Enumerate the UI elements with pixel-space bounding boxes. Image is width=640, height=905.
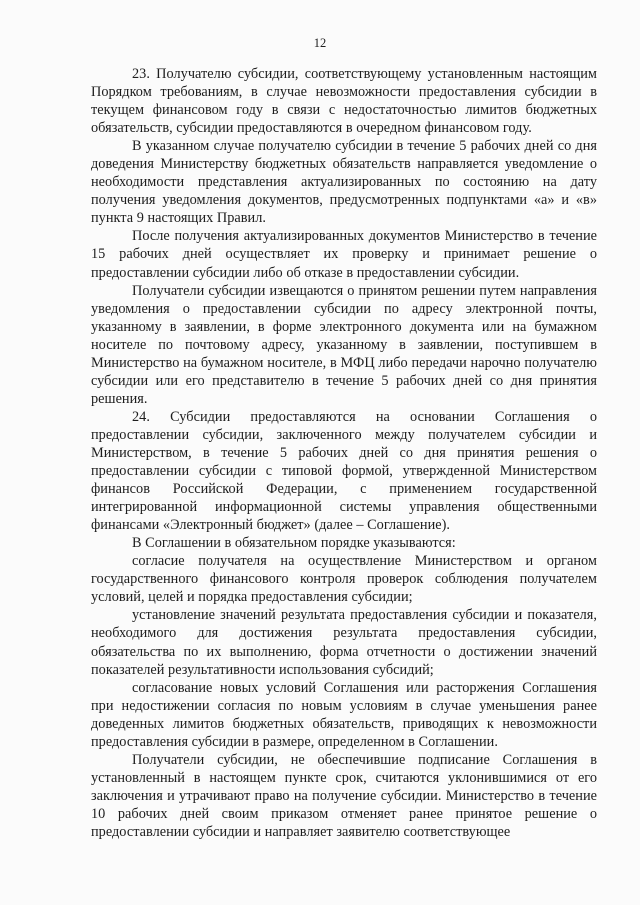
paragraph-evasion: Получатели субсидии, не обеспечившие подписание Соглашения в установленный в настоящем пункте срок, считаются уклонившимися от его заключения и утрачивают право на получение субсидии. Министерство в течение 10 рабочих дней своим приказом отменяет ранее принятое решение о предоставлении субсидии и направляет заявителю соответствующее xyxy=(91,751,597,840)
paragraph-result-values: установление значений результата предоставления субсидии и показателя, необходимого для достижения результата предоставления субсидии, обязательства по их выполнению, форма отчетности о достижении значений показателей результативности использования субсидий; xyxy=(91,607,597,678)
document-body xyxy=(91,65,597,841)
paragraph-new-conditions: согласование новых условий Соглашения или расторжения Соглашения при недостижении согласия по новым условиям в случае уменьшения ранее доведенных лимитов бюджетных обязательств, приводящих к невозможности предоставления субсидии в размере, определенном в Соглашении. xyxy=(91,679,597,750)
paragraph-consent-inspections: согласие получателя на осуществление Министерством и органом государственного финансового контроля проверок соблюдения получателем условий, целей и порядка предоставления субсидии; xyxy=(91,553,597,606)
paragraph-notification-update: В указанном случае получателю субсидии в течение 5 рабочих дней со дня доведения Министерству бюджетных обязательств направляется уведомление о необходимости представления актуализированных по состоянию на дату получения уведомления документов, предусмотренных подпунктами «а» и «в» пункта 9 настоящих Правил. xyxy=(91,138,597,227)
paragraph-clause-24: 24. Субсидии предоставляются на основании Соглашения о предоставлении субсидии, заключенного между получателем субсидии и Министерством, в течение 5 рабочих дней со дня принятия решения о предоставлении субсидии с типовой формой, утвержденной Министерством финансов Российской Федерации, с применением государственной интегрированной информационной системы управления общественными финансами «Электронный бюджет» (далее – Соглашение). xyxy=(91,408,597,534)
paragraph-agreement-contents-intro: В Соглашении в обязательном порядке указываются: xyxy=(132,535,456,552)
paragraph-recipient-notification: Получатели субсидии извещаются о принятом решении путем направления уведомления о предоставлении субсидии по адресу электронной почты, указанному в заявлении, в форме электронного документа или на бумажном носителе по почтовому адресу, указанному в заявлении, поступившем в Министерство на бумажном носителе, в МФЦ либо передачи нарочно получателю субсидии или его представителю в течение 5 рабочих дней со дня принятия решения. xyxy=(91,282,597,407)
page-number: 12 xyxy=(313,36,327,50)
paragraph-clause-23: 23. Получателю субсидии, соответствующему установленным настоящим Порядком требованиям, в случае невозможности предоставления субсидии в текущем финансовом году в связи с недостаточностью лимитов бюджетных обязательств, субсидии предоставляются в очередном финансовом году. xyxy=(91,66,597,137)
paragraph-review-decision: После получения актуализированных документов Министерство в течение 15 рабочих дней осуществляет их проверку и принимает решение о предоставлении субсидии либо об отказе в предоставлении субсидии. xyxy=(91,228,597,281)
